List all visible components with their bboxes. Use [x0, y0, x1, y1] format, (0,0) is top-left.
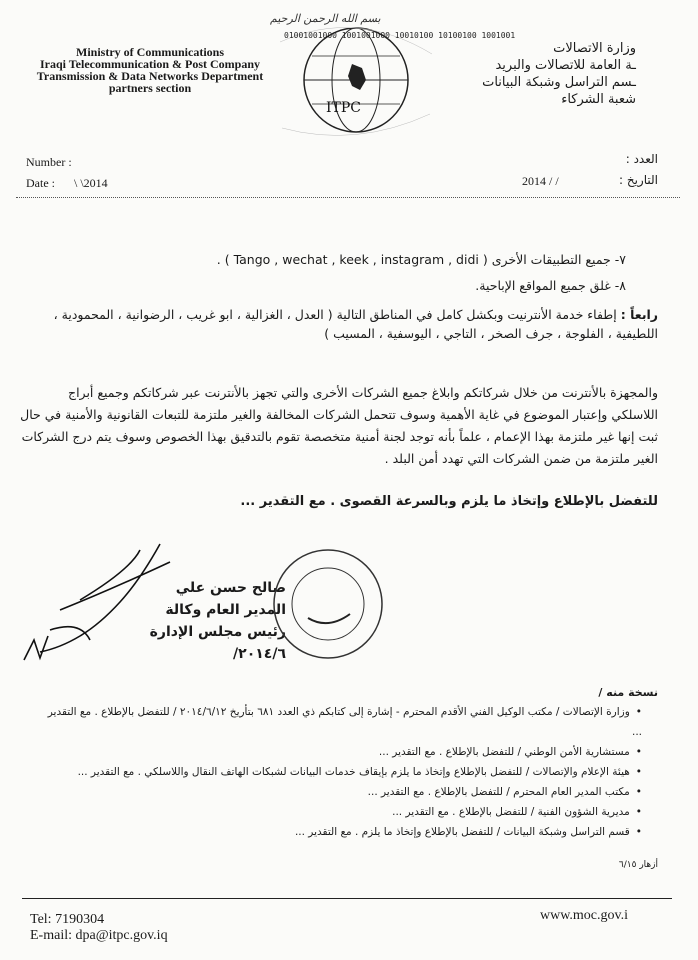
signature-date: ٢٠١٤/٦/: [233, 646, 286, 662]
number-label: Number :: [26, 155, 72, 169]
footer-email: E-mail: dpa@itpc.gov.iq: [30, 928, 168, 943]
cc-item: • مديرية الشؤون الفنية / للتفضل بالإطلاع . مع التقدير ...: [42, 802, 642, 822]
fourth-text: إطفاء خدمة الأنترنيت وبكشل كامل في المناطق التالية ( العدل ، الغزالية ، ابو غريب ، الرضوانية ، المحمودية ، اللطيفية ، الفلوجة ، جرف الصخر ، التاجي ، اليوسفية ، المسيب ): [53, 307, 658, 341]
main-paragraph: والمجهزة بالأنترنت من خلال شركاتكم وابلاغ جميع الشركات الأخرى والتي تجهز بالأنترنت عبر شركاتكم وجميع أبراج اللاسلكي وإعتبار الموضوع في غاية الأهمية وسوف تتحمل الشركات المخالفة والغير ملتزمة للتبعات القانونية والأمنية في حال ثبت إنها غير ملتزمة بهذا الإعمام ، علماً بأنه توجد لجنة أمنية متخصصة تقوم بالتدقيق بهذا الخصوص وسوف يتم درج الشركات الغير ملتزمة من ضمن الشركات التي تهدد أمن البلد .: [20, 385, 658, 466]
company-name-ar: ـة العامة للاتصالات والبريد: [495, 58, 636, 73]
item-7: ٧- جميع التطبيقات الأخرى ( Tango , wechat , keek , instagram , didi ) .: [216, 252, 626, 267]
department-name-ar: ـسم التراسل وشبكة البيانات: [482, 75, 636, 90]
english-letterhead: [0, 46, 300, 94]
cc-label: نسخة منه /: [598, 686, 658, 699]
item-8: ٨- غلق جميع المواقع الإباحية.: [475, 278, 626, 293]
cc-item: • وزارة الإتصالات / مكتب الوكيل الفني الأقدم المحترم - إشارة إلى كتابكم ذي العدد ٦٨١ بتأريخ ٢٠١٤/٦/١٢ / للتفضل بالإطلاع . مع التقدير ...: [42, 702, 642, 742]
cc-item: • مكتب المدير العام المحترم / للتفضل بالإطلاع . مع التقدير ...: [42, 782, 642, 802]
company-name-en: Iraqi Telecommunication & Post Company: [39, 57, 260, 71]
ar-number-label: العدد :: [625, 152, 658, 166]
logo-binary-text: 01001001000 1001001000 10010100 10100100 1001001: [284, 31, 516, 40]
footer-tel: Tel: 7190304: [30, 912, 105, 927]
date-label: Date :: [26, 176, 55, 190]
section-name-ar: شعبة الشركاء: [561, 92, 636, 107]
signatory-name: صالح حسن علي: [175, 580, 286, 596]
basmala: بسم الله الرحمن الرحيم: [270, 12, 381, 25]
closing-line: للتفضل بالإطلاع وإتخاذ ما يلزم وبالسرعة القصوى . مع التقدير ...: [240, 494, 658, 509]
fourth-label: رابعاً :: [620, 307, 658, 322]
cc-list: [42, 702, 642, 842]
cc-item: • قسم التراسل وشبكة البيانات / للتفضل بالإطلاع وإتخاذ ما يلزم . مع التقدير ...: [42, 822, 642, 842]
footer-divider: [22, 898, 672, 899]
official-stamp: [268, 544, 388, 664]
typist-initials: أزهار ٦/١٥: [618, 860, 658, 870]
signatory-role: رئيس مجلس الإدارة: [149, 624, 286, 640]
header-divider: [16, 197, 680, 198]
cc-item: • هيئة الإعلام والإتصالات / للتفضل بالإطلاع وإتخاذ ما يلزم بإيقاف خدمات البيانات لشبكات الهاتف النقال واللاسلكي . مع التقدير ...: [42, 762, 642, 782]
fourth-clause: [18, 305, 658, 343]
ministry-name-ar: وزارة الاتصالات: [553, 41, 636, 56]
logo-text: ITPC: [326, 100, 361, 116]
ar-date-value: 2014 / /: [522, 174, 559, 188]
ar-date-label: التاريخ :: [618, 173, 658, 187]
ministry-name-en: Ministry of Communications: [76, 45, 224, 59]
itpc-logo-globe: [272, 18, 516, 140]
department-name-en: Transmission & Data Networks Department: [36, 69, 264, 83]
footer-website: www.moc.gov.i: [540, 908, 629, 923]
date-value: \ \2014: [74, 176, 108, 190]
cc-item: • مستشارية الأمن الوطني / للتفضل بالإطلاع . مع التقدير ...: [42, 742, 642, 762]
section-name-en: partners section: [108, 81, 192, 95]
arabic-letterhead: [482, 40, 636, 108]
signatory-title: المدير العام وكالة: [165, 602, 286, 618]
signatory-block: [150, 577, 286, 665]
